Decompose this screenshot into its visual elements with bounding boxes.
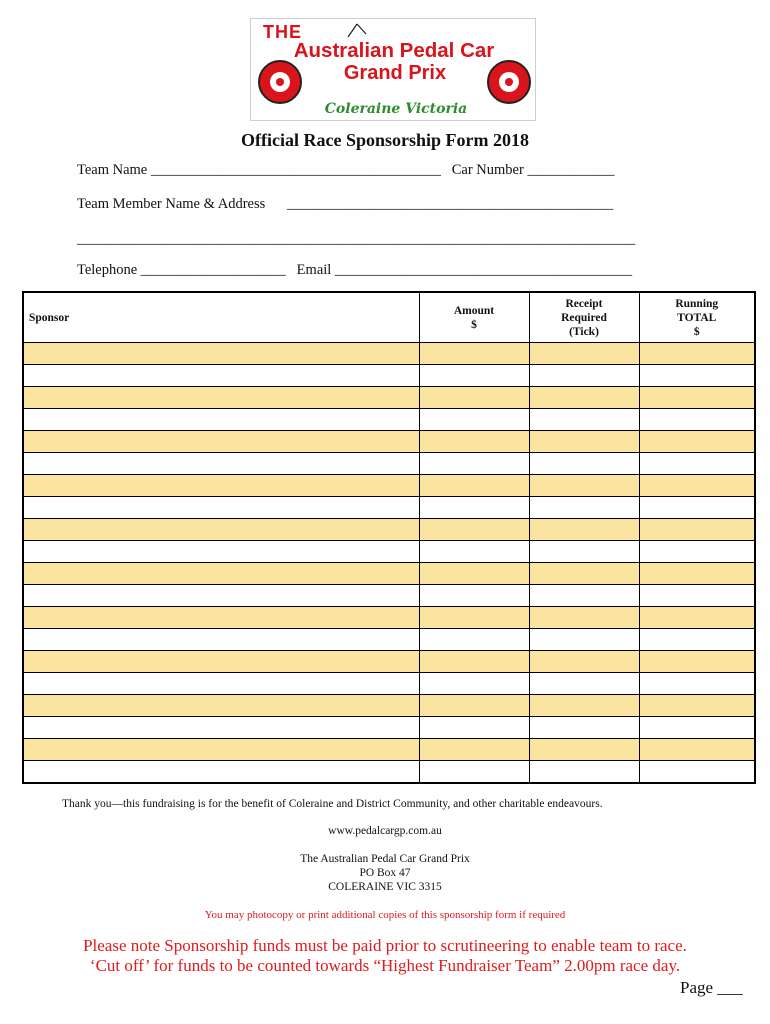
table-row [23, 629, 755, 651]
amount-cell[interactable] [419, 343, 529, 365]
running-total-cell[interactable] [639, 607, 755, 629]
running-total-cell[interactable] [639, 519, 755, 541]
sponsor-cell[interactable] [23, 761, 419, 784]
table-row [23, 585, 755, 607]
amount-cell[interactable] [419, 563, 529, 585]
sponsor-cell[interactable] [23, 673, 419, 695]
amount-cell[interactable] [419, 475, 529, 497]
running-total-cell[interactable] [639, 585, 755, 607]
address-line[interactable]: _____________________________________________________________________________ [77, 231, 636, 247]
running-total-cell[interactable] [639, 761, 755, 784]
running-total-cell[interactable] [639, 673, 755, 695]
town: COLERAINE VIC 3315 [328, 881, 442, 893]
running-total-cell[interactable] [639, 717, 755, 739]
website[interactable]: www.pedalcargp.com.au [328, 825, 442, 837]
table-row [23, 717, 755, 739]
checkered-flag-icon [346, 22, 368, 38]
sponsor-cell[interactable] [23, 497, 419, 519]
running-total-cell[interactable] [639, 365, 755, 387]
sponsor-cell[interactable] [23, 651, 419, 673]
running-total-cell[interactable] [639, 409, 755, 431]
sponsor-cell[interactable] [23, 541, 419, 563]
header-running-line2: TOTAL [677, 311, 717, 324]
team-name-line[interactable]: Team Name ________________________________________ Car Number ____________ [77, 162, 615, 178]
running-total-cell[interactable] [639, 629, 755, 651]
sponsor-cell[interactable] [23, 387, 419, 409]
receipt-cell[interactable] [529, 629, 639, 651]
table-row [23, 651, 755, 673]
logo-line1: Australian Pedal Car [293, 39, 495, 62]
table-row [23, 673, 755, 695]
header-sponsor: Sponsor [23, 292, 419, 343]
sponsor-cell[interactable] [23, 475, 419, 497]
table-row [23, 739, 755, 761]
header-amount [419, 292, 529, 343]
table-row [23, 343, 755, 365]
receipt-cell[interactable] [529, 453, 639, 475]
running-total-cell[interactable] [639, 387, 755, 409]
logo-the: THE [263, 22, 302, 42]
receipt-cell[interactable] [529, 563, 639, 585]
sponsorship-table [22, 291, 756, 784]
sponsor-cell[interactable] [23, 563, 419, 585]
amount-cell[interactable] [419, 497, 529, 519]
right-wheel-icon [486, 59, 532, 105]
amount-cell[interactable] [419, 409, 529, 431]
logo-line2: Grand Prix [343, 62, 447, 84]
left-wheel-icon [257, 59, 303, 105]
amount-cell[interactable] [419, 629, 529, 651]
receipt-cell[interactable] [529, 365, 639, 387]
receipt-cell[interactable] [529, 651, 639, 673]
amount-cell[interactable] [419, 739, 529, 761]
running-total-cell[interactable] [639, 497, 755, 519]
amount-cell[interactable] [419, 717, 529, 739]
table-row [23, 519, 755, 541]
logo-place: Coleraine Victoria [324, 101, 468, 117]
amount-cell[interactable] [419, 673, 529, 695]
running-total-cell[interactable] [639, 563, 755, 585]
payment-notice: Please note Sponsorship funds must be paid prior to scrutineering to enable team to race. [83, 936, 687, 955]
amount-cell[interactable] [419, 541, 529, 563]
table-row [23, 695, 755, 717]
sponsor-cell[interactable] [23, 629, 419, 651]
receipt-cell[interactable] [529, 717, 639, 739]
table-row [23, 475, 755, 497]
table-row [23, 387, 755, 409]
running-total-cell[interactable] [639, 695, 755, 717]
receipt-cell[interactable] [529, 695, 639, 717]
sponsor-cell[interactable] [23, 695, 419, 717]
running-total-cell[interactable] [639, 475, 755, 497]
sponsor-cell[interactable] [23, 365, 419, 387]
thanks-note: Thank you—this fundraising is for the benefit of Coleraine and District Community, and other charitable endeavours. [62, 798, 603, 810]
sponsor-cell[interactable] [23, 585, 419, 607]
receipt-cell[interactable] [529, 431, 639, 453]
amount-cell[interactable] [419, 761, 529, 784]
receipt-cell[interactable] [529, 585, 639, 607]
sponsor-cell[interactable] [23, 409, 419, 431]
table-row [23, 563, 755, 585]
running-total-cell[interactable] [639, 453, 755, 475]
running-total-cell[interactable] [639, 651, 755, 673]
sponsor-cell[interactable] [23, 453, 419, 475]
table-row [23, 409, 755, 431]
running-total-cell[interactable] [639, 739, 755, 761]
receipt-cell[interactable] [529, 475, 639, 497]
table-row [23, 453, 755, 475]
sponsor-cell[interactable] [23, 519, 419, 541]
receipt-cell[interactable] [529, 497, 639, 519]
amount-cell[interactable] [419, 695, 529, 717]
amount-cell[interactable] [419, 453, 529, 475]
receipt-cell[interactable] [529, 541, 639, 563]
receipt-cell[interactable] [529, 343, 639, 365]
amount-cell[interactable] [419, 519, 529, 541]
header-running-line1: Running [675, 297, 719, 310]
header-receipt [529, 292, 639, 343]
header-running-total [639, 292, 755, 343]
header-amount-line1: Amount [453, 304, 495, 317]
running-total-cell[interactable] [639, 431, 755, 453]
cutoff-notice: ‘Cut off’ for funds to be counted towards “Highest Fundraiser Team” 2.00pm race day. [89, 956, 681, 975]
form-title: Official Race Sponsorship Form 2018 [241, 130, 529, 150]
header-receipt-line2: Required [561, 311, 607, 324]
receipt-cell[interactable] [529, 761, 639, 784]
table-row [23, 761, 755, 784]
event-logo [250, 18, 536, 121]
table-body [23, 343, 755, 784]
table-row [23, 365, 755, 387]
copies-note: You may photocopy or print additional copies of this sponsorship form if required [204, 909, 566, 921]
header-receipt-line3: (Tick) [569, 325, 599, 338]
running-total-cell[interactable] [639, 541, 755, 563]
table-row [23, 607, 755, 629]
amount-cell[interactable] [419, 387, 529, 409]
table-row [23, 431, 755, 453]
sponsor-cell[interactable] [23, 717, 419, 739]
header-receipt-line1: Receipt [565, 297, 603, 310]
sponsor-cell[interactable] [23, 607, 419, 629]
org-name: The Australian Pedal Car Grand Prix [300, 853, 470, 865]
amount-cell[interactable] [419, 607, 529, 629]
amount-cell[interactable] [419, 365, 529, 387]
sponsor-cell[interactable] [23, 739, 419, 761]
table-row [23, 541, 755, 563]
table-header-row [23, 292, 755, 343]
sponsor-cell[interactable] [23, 431, 419, 453]
receipt-cell[interactable] [529, 387, 639, 409]
receipt-cell[interactable] [529, 519, 639, 541]
receipt-cell[interactable] [529, 673, 639, 695]
po-box: PO Box 47 [359, 867, 411, 879]
amount-cell[interactable] [419, 585, 529, 607]
table-row [23, 497, 755, 519]
receipt-cell[interactable] [529, 409, 639, 431]
sponsor-cell[interactable] [23, 343, 419, 365]
receipt-cell[interactable] [529, 607, 639, 629]
amount-cell[interactable] [419, 431, 529, 453]
amount-cell[interactable] [419, 651, 529, 673]
contact-line[interactable]: Telephone ____________________ Email _________________________________________ [77, 262, 633, 278]
running-total-cell[interactable] [639, 343, 755, 365]
header-amount-line2: $ [471, 318, 477, 331]
page-number: Page ___ [680, 978, 743, 997]
header-running-line3: $ [693, 325, 700, 338]
team-member-line[interactable]: Team Member Name & Address _____________________________________________ [77, 196, 614, 212]
receipt-cell[interactable] [529, 739, 639, 761]
